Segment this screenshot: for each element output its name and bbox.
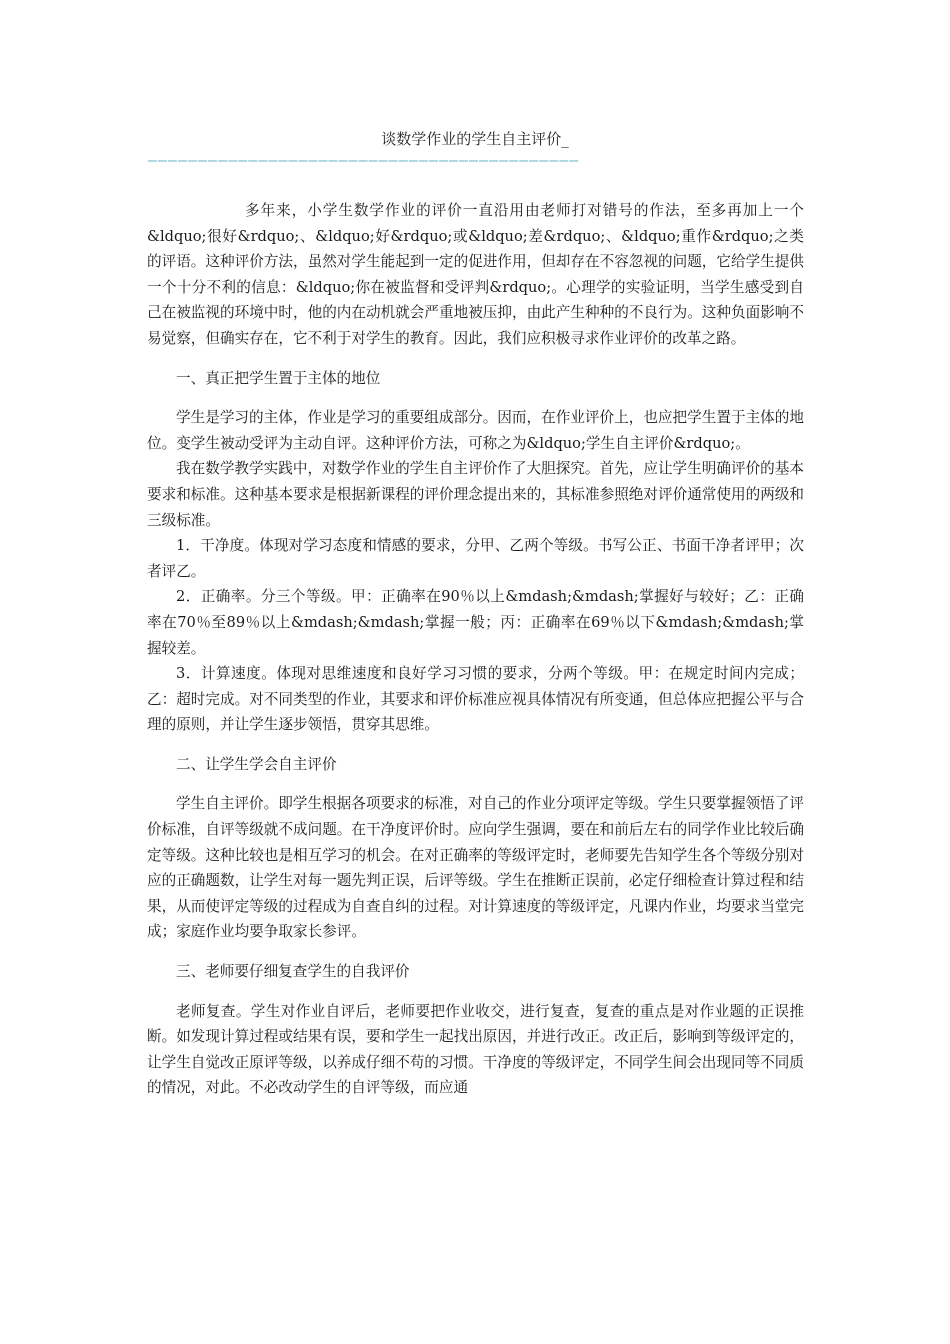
document-title: 谈数学作业的学生自主评价_ [381,130,569,148]
section-heading-2: 二、让学生学会自主评价 [176,755,337,773]
title-divider: ——————————————————————————————————————————— [148,152,580,168]
section-heading-1: 一、真正把学生置于主体的地位 [176,369,381,387]
paragraph: 我在数学教学实践中，对数学作业的学生自主评价作了大胆探究。首先，应让学生明确评价的基本要求和标准。这种基本要求是根据新课程的评价理念提出来的，其标准参照绝对评价通常使用的两级和三级标准。 [147,460,804,529]
list-item: 1．干净度。体现对学习态度和情感的要求，分甲、乙两个等级。书写公正、书面干净者评甲；次者评乙。 [147,537,804,580]
paragraph: 学生是学习的主体，作业是学习的重要组成部分。因而，在作业评价上，也应把学生置于主体的地位。变学生被动受评为主动自评。这种评价方法，可称之为&ldquo;学生自主评价&rdquo;。 [147,409,804,452]
section-heading-3: 三、老师要仔细复查学生的自我评价 [176,963,410,981]
document-body [147,198,804,1101]
list-item: 3．计算速度。体现对思维速度和良好学习习惯的要求，分两个等级。甲：在规定时间内完成；乙：超时完成。对不同类型的作业，其要求和评价标准应视具体情况有所变通，但总体应把握公平与合理的原则，并让学生逐步领悟，贯穿其思维。 [147,665,804,734]
list-item: 2．正确率。分三个等级。甲：正确率在90％以上&mdash;&mdash;掌握好与较好；乙：正确率在70％至89％以上&mdash;&mdash;掌握一般；丙：正确率在69％以下&mdash;&mdash;掌握较差。 [147,588,804,657]
intro-paragraph: 多年来，小学生数学作业的评价一直沿用由老师打对错号的作法，至多再加上一个&ldquo;很好&rdquo;、&ldquo;好&rdquo;或&ldquo;差&rdquo;、&ldquo;重作&rdquo;之类的评语。这种评价方法，虽然对学生能起到一定的促进作用，但却存在不容忽视的问题，它给学生提供一个十分不利的信息：&ldquo;你在被监督和受评判&rdquo;。心理学的实验证明，当学生感受到自己在被监视的环境中时，他的内在动机就会严重地被压抑，由此产生种种的不良行为。这种负面影响不易觉察，但确实存在，它不利于对学生的教育。因此，我们应积极寻求作业评价的改革之路。 [147,202,804,347]
paragraph: 老师复查。学生对作业自评后，老师要把作业收交，进行复查，复查的重点是对作业题的正误推断。如发现计算过程或结果有误，要和学生一起找出原因，并进行改正。改正后，影响到等级评定的，让学生自觉改正原评等级，以养成仔细不苟的习惯。干净度的等级评定，不同学生间会出现同等不同质的情况，对此。不必改动学生的自评等级，而应通 [147,1002,804,1097]
paragraph: 学生自主评价。即学生根据各项要求的标准，对自己的作业分项评定等级。学生只要掌握领悟了评价标准，自评等级就不成问题。在干净度评价时。应向学生强调，要在和前后左右的同学作业比较后确定等级。这种比较也是相互学习的机会。在对正确率的等级评定时，老师要先告知学生各个等级分别对应的正确题数，让学生对每一题先判正误，后评等级。学生在推断正误前，必定仔细检查计算过程和结果，从而使评定等级的过程成为自查自纠的过程。对计算速度的等级评定，凡课内作业，均要求当堂完成；家庭作业均要争取家长参评。 [147,795,804,941]
